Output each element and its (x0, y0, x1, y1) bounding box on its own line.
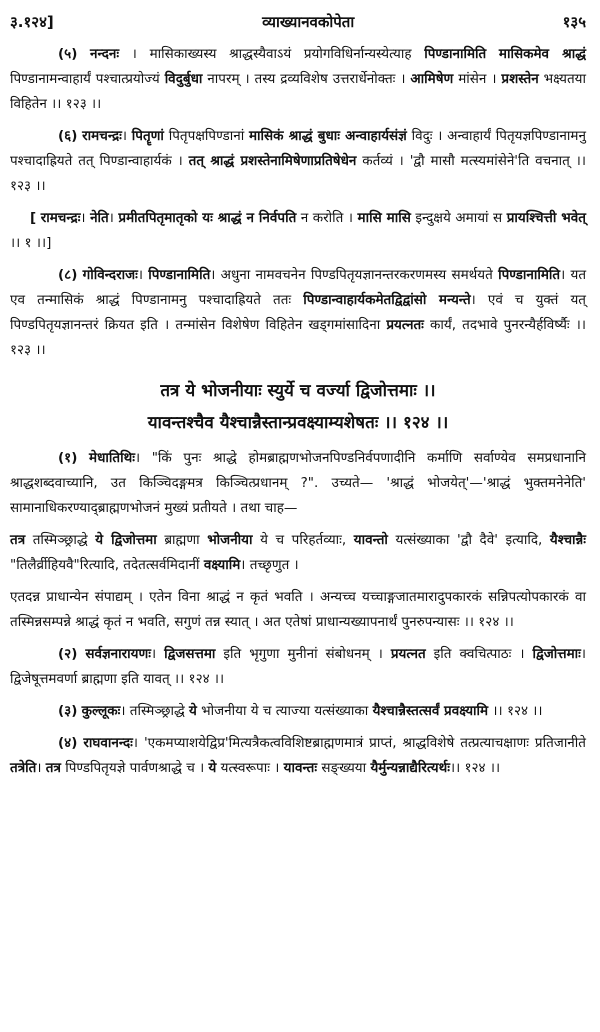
commentary-kulluka: (३) कुल्लूकः। तस्मिञ्छ्राद्धे ये भोजनीया ये च त्याज्या यत्संख्याका यैश्चान्नैस्तत्सर्वं प्रवक्ष्यामि ।। १२४ ।। (58, 703, 543, 719)
running-title: व्याख्यानवकोपेता (262, 13, 355, 31)
commentary-ramachandra-bracketed: [ रामचन्द्रः। नेति। प्रमीतपितृमातृको यः श्राद्धं न निर्वपति न करोति । मासि मासि इन्दुक्षये अमायां स प्रायश्चित्ती भवेत् ।। १ ।।] (10, 210, 586, 251)
commentary-ramachandra: (६) रामचन्द्रः। पितॄणां पितृपक्षपिण्डानां मासिकं श्राद्धं बुधाः अन्वाहार्यसंज्ञं विदुः । अन्वाहार्यं पितृयज्ञपिण्डानामनु पश्चादाह्रियते तत् पिण्डान्वाहार्यकं । तत् श्राद्धं प्रशस्तेनामिषेणाप्रतिषेधेन कर्तव्यं । 'द्वौ मासौ मत्स्यमांसेने'ति वचनात् ।। १२३ ।। (10, 128, 586, 194)
commentary-sarvajnanarayana: (२) सर्वज्ञनारायणः। द्विजसत्तमा इति भृगुणा मुनीनां संबोधनम् । प्रयत्नत इति क्वचित्पाठः । द्विजोत्तमाः। द्विजेषूत्तमवर्णा ब्राह्मणा इति यावत् ।। १२४ ।। (10, 646, 586, 687)
medhatithi-para-2: तत्र तस्मिञ्छ्राद्धे ये द्विजोत्तमा ब्राह्मणा भोजनीया ये च परिहर्तव्याः, यावन्तो यत्संख्याका 'द्वौ दैवे' इत्यादि, यैश्चान्नैः "तिलैर्व्रीहियवै"रित्यादि, तदेतत्सर्वमिदानीं वक्ष्यामि। तच्छृणुत । (10, 532, 586, 573)
verse-line-2: यावन्तश्चैव यैश्चान्नैस्तान्प्रवक्ष्याम्यशेषतः ।। १२४ ।। (147, 413, 449, 433)
commentary-nandana: (५) नन्दनः । मासिकाख्यस्य श्राद्धस्यैवाऽयं प्रयोगविधिर्नान्यस्येत्याह पिण्डानामिति मासिकमेव श्राद्धं पिण्डानामन्वाहार्यं पश्चात्प्रयोज्यं विदुर्बुधा नापरम् । तस्य द्रव्यविशेष उत्तरार्धेनोक्तः । आमिषेण मांसेन । प्रशस्तेन भक्ष्यतया विहितेन ।। १२३ ।। (10, 46, 586, 112)
commentary-medhatithi: (१) मेधातिथिः। "किं पुनः श्राद्धे होमब्राह्मणभोजनपिण्डनिर्वपणादीनि कर्माणि सर्वाण्येव समप्रधानानि श्राद्धशब्दवाच्यानि, उत किञ्चिदङ्गमत्र किञ्चित्प्रधानम् ?". उच्यते— 'श्राद्धं भोजयेत्'—'श्राद्धं भुक्तमनेनेति' सामानाधिकरण्याद्ब्राह्मणभोजनं मुख्यं प्रतीयते । तथा चाह— (10, 450, 587, 516)
commentary-raghavananda: (४) राघवानन्दः। 'एकमप्याशयेद्विप्र'मित्यत्रैकत्वविशिष्टब्राह्मणमात्रं प्राप्तं, श्राद्धविशेषे तत्प्रत्याचक्षाणः प्रतिजानीते तत्रेति। तत्र पिण्डपितृयज्ञे पार्वणश्राद्धे च । ये यत्स्वरूपाः । यावन्तः सङ्ख्यया यैर्मुन्यन्नाद्यैरित्यर्थः।। १२४ ।। (10, 735, 586, 776)
verse-line-1: तत्र ये भोजनीयाः स्युर्ये च वर्ज्या द्विजोत्तमाः ।। (160, 381, 436, 401)
medhatithi-para-3: एतदन्न प्राधान्येन संपाद्यम् । एतेन विना श्राद्धं न कृतं भवति । अन्यच्च यच्चाङ्गजातमारादुपकारकं सन्निपत्योपकारकं वा तस्मिन्नसम्पन्ने श्राद्धं कृतं न भवति, सगुणं तन्न स्यात् । अत एतेषां प्राधान्यख्यापनार्थं पुनरुपन्यासः ।। १२४ ।। (10, 589, 586, 630)
commentary-govindaraja: (८) गोविन्दराजः। पिण्डानामिति। अधुना नामवचनेन पिण्डपितृयज्ञानन्तरकरणमस्य समर्थयते पिण्डानामिति। यत एव तन्मासिकं श्राद्धं पिण्डानामनु पश्चादाह्रियते ततः पिण्डान्वाहार्यकमेतद्विद्वांसो मन्यन्ते। एवं च युक्तं यत् पिण्डपितृयज्ञानन्तरं क्रियत इति । तन्मांसेन विशेषेण विहितेन खड्गमांसादिना प्रयत्नतः कार्यं, तदभावे पुनरन्यैर्हविर्ष्यैः ।। १२३ ।। (10, 267, 587, 358)
page-number: १३५ (562, 13, 586, 31)
page-header (10, 0, 586, 42)
verse-range: ३.१२४] (10, 13, 54, 31)
verse-124 (10, 375, 586, 439)
